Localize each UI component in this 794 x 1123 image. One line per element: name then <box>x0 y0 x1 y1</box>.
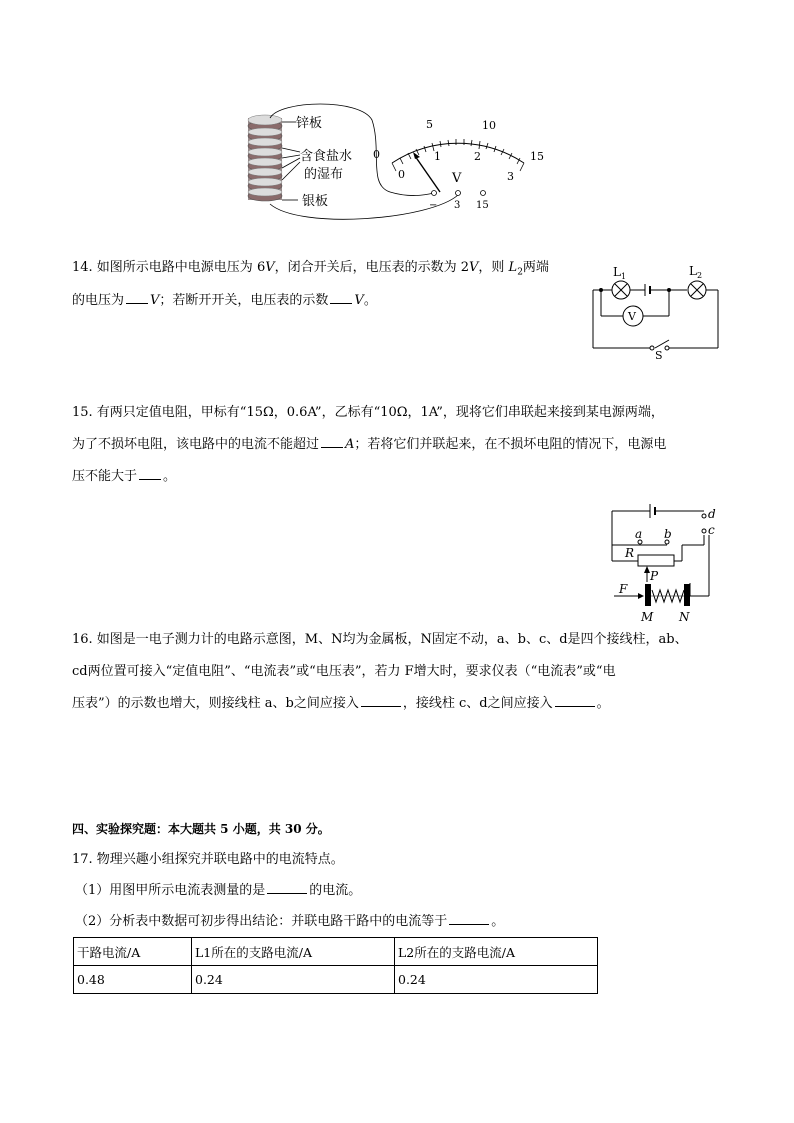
q15-line-1: 15. 有两只定值电阻，甲标有“15Ω，0.6A”，乙标有“10Ω，1A”，现将它们串联起来接到某电源两端， <box>72 405 664 420</box>
q16-line-2: cd两位置可接入“定值电阻”、“电流表”或“电压表”，若力 F增大时，要求仪表（“电流表”或“电 <box>72 664 616 679</box>
terminal-negative: − <box>429 200 438 211</box>
q16-label-r: R <box>625 546 635 560</box>
table-cell: 0.24 <box>192 966 395 994</box>
q14-line-1: 14. 如图所示电路中电源电压为 6V，闭合开关后，电压表的示数为 2V，则 $L_2$两端 <box>72 260 549 278</box>
q14-blank-2[interactable] <box>330 290 352 304</box>
table-header-cell: L1所在的支路电流/A <box>192 938 395 966</box>
q17-blank-2[interactable] <box>449 911 489 925</box>
scale-bottom-2: 2 <box>474 150 481 163</box>
q16-blank-2[interactable] <box>555 693 595 707</box>
q16-label-a: a <box>635 527 643 541</box>
q14-blank-1[interactable] <box>126 290 148 304</box>
scale-top-15: 15 <box>530 150 544 163</box>
q17-data-table <box>73 937 598 994</box>
voltmeter-unit: V <box>452 171 462 186</box>
label-cloth-2: 的湿布 <box>304 167 344 182</box>
q16-label-p: P <box>650 569 659 583</box>
voltaic-pile-voltmeter-figure <box>240 100 560 230</box>
q16-force-meter-figure <box>600 498 730 626</box>
q14-label-l1-sub: 1 <box>621 272 627 281</box>
q16-blank-1[interactable] <box>361 693 401 707</box>
q17-sub-2: （2）分析表中数据可初步得出结论：并联电路干路中的电流等于 。 <box>75 911 504 932</box>
q16-label-n: N <box>679 610 690 624</box>
q14-label-s: S <box>655 349 663 360</box>
q16-line-1: 16. 如图是一电子测力计的电路示意图，M、N均为金属板，N固定不动，a、b、c、d是四个接线柱，ab、 <box>72 632 688 647</box>
q14-circuit-figure <box>585 260 725 360</box>
q16-label-f: F <box>619 582 628 596</box>
scale-top-0: 0 <box>373 148 380 161</box>
q15-line-2: 为了不损坏电阻，该电路中的电流不能超过 A；若将它们并联起来，在不损坏电阻的情况下，电源电 <box>72 434 666 455</box>
section-4-title: 四、实验探究题：本大题共 5 小题，共 30 分。 <box>72 822 330 836</box>
q16-label-m: M <box>641 610 654 624</box>
label-zinc: 锌板 <box>296 116 323 131</box>
table-header-cell: L2所在的支路电流/A <box>395 938 598 966</box>
q15-blank-2[interactable] <box>139 466 161 480</box>
q14-line-2: 的电压为 V；若断开开关，电压表的示数 V。 <box>72 290 377 311</box>
q17-blank-1[interactable] <box>267 880 307 894</box>
q16-label-c: c <box>708 523 715 537</box>
q14-label-v: V <box>628 310 636 323</box>
q16-label-b: b <box>664 527 672 541</box>
q14-label-l1: L <box>613 265 621 279</box>
table-header-cell: 干路电流/A <box>74 938 192 966</box>
q15-line-3: 压不能大于 。 <box>72 466 176 487</box>
label-silver: 银板 <box>302 194 329 209</box>
table-cell: 0.48 <box>74 966 192 994</box>
q14-label-l2-sub: 2 <box>697 271 703 280</box>
voltaic-pile <box>248 115 282 201</box>
scale-bottom-0: 0 <box>398 168 405 181</box>
table-header-row <box>74 938 598 966</box>
q17-intro: 17. 物理兴趣小组探究并联电路中的电流特点。 <box>72 852 344 867</box>
terminal-3: 3 <box>454 200 461 211</box>
q15-blank-1[interactable] <box>321 434 343 448</box>
label-cloth-1: 含食盐水 <box>300 149 353 164</box>
voltmeter-dial <box>373 118 544 211</box>
q16-label-d: d <box>708 507 716 521</box>
scale-top-5: 5 <box>426 118 433 131</box>
scale-bottom-3: 3 <box>507 170 514 183</box>
q16-line-3: 压表”）的示数也增大，则接线柱 a、b之间应接入 ，接线柱 c、d之间应接入 。 <box>72 693 610 714</box>
table-cell: 0.24 <box>395 966 598 994</box>
scale-bottom-1: 1 <box>434 150 441 163</box>
q17-sub-1: （1）用图甲所示电流表测量的是 的电流。 <box>75 880 361 901</box>
scale-top-10: 10 <box>482 119 496 132</box>
terminal-15: 15 <box>476 200 489 211</box>
q14-label-l2: L <box>689 264 697 278</box>
table-row <box>74 966 598 994</box>
